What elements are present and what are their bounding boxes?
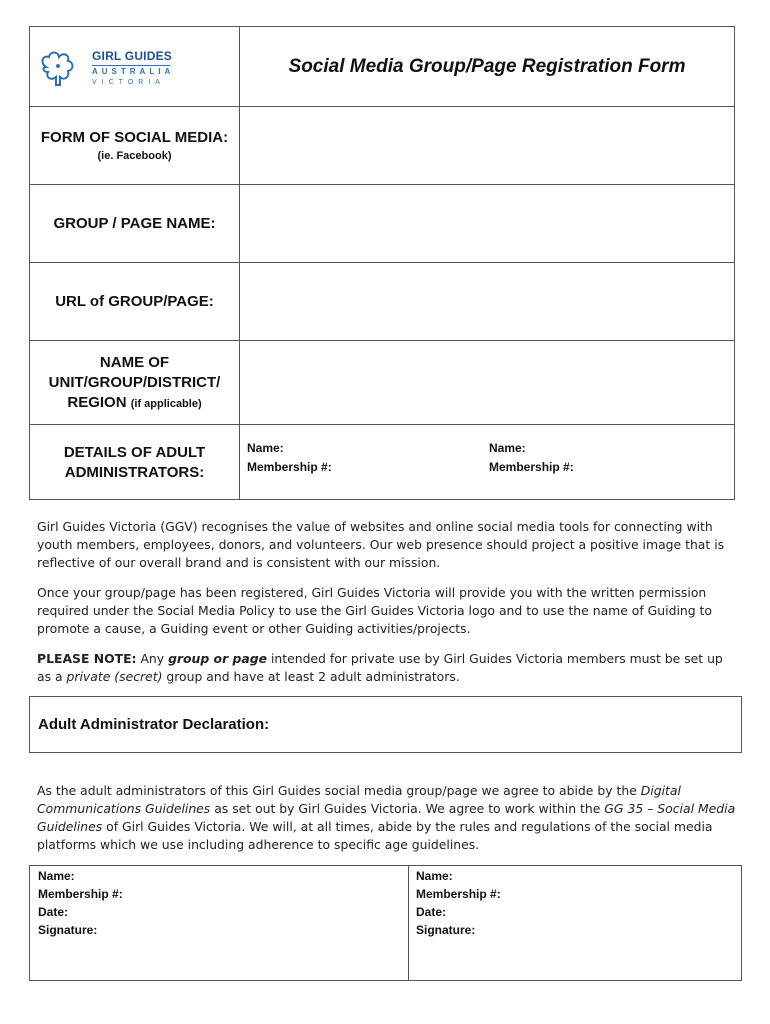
social-media-label-text: FORM OF SOCIAL MEDIA: <box>40 129 229 146</box>
admin1-name-label: Name: <box>247 441 284 455</box>
social-media-field[interactable] <box>240 107 734 185</box>
admin1-fields[interactable] <box>247 439 332 477</box>
signature-block-2[interactable] <box>408 866 741 980</box>
note-paragraph: PLEASE NOTE: Any group or page intended for private use by Girl Guides Victoria members must be set up as a private (secret) group and have at least 2 adult administrators. <box>37 651 723 684</box>
table-column-divider <box>239 27 240 499</box>
gg35-guidelines-ref: GG 35 – Social Media Guidelines <box>37 801 736 834</box>
admins-label <box>30 425 239 501</box>
group-name-field[interactable] <box>240 185 734 263</box>
unit-hint: (if applicable) <box>130 398 202 410</box>
sig2-name-label: Name: <box>416 869 453 883</box>
unit-label-line2: UNIT/GROUP/DISTRICT/ <box>48 374 221 391</box>
social-media-hint: (ie. Facebook) <box>97 150 172 162</box>
sig1-name-label: Name: <box>38 869 75 883</box>
url-row <box>30 262 734 341</box>
declaration-paragraph: As the adult administrators of this Girl Guides social media group/page we agree to abide by the Digital Communications Guidelines as set out by Girl Guides Victoria. We agree to work within the GG 35 – Social Media Guidelines of Girl Guides Victoria. We will, at all times, abide by the rules and regulations of the social media platforms which we use including adherence to specific age guidelines. <box>37 783 736 852</box>
group-name-row <box>30 184 734 263</box>
social-media-label <box>30 107 239 185</box>
declaration-heading: Adult Administrator Declaration: <box>38 716 270 733</box>
permission-paragraph: Once your group/page has been registered, Girl Guides Victoria will provide you with the written permission required under the Social Media Policy to use the Girl Guides Victoria logo and to use the name of Guiding to promote a cause, a Guiding event or other Guiding activities/projects. <box>37 585 712 636</box>
note-label: PLEASE NOTE: <box>37 651 137 666</box>
social-media-row <box>30 106 734 185</box>
signature-block-1[interactable] <box>30 866 408 980</box>
signature-table <box>29 865 742 981</box>
logo-name: GIRL GUIDES <box>92 49 172 63</box>
logo-state: VICTORIA <box>92 79 165 86</box>
unit-label-line3: REGION (if applicable) <box>67 394 202 411</box>
sig1-membership-label: Membership #: <box>38 887 123 901</box>
form-title: Social Media Group/Page Registration Form <box>288 55 686 77</box>
note-emphasis-1: group or page <box>168 651 267 666</box>
girl-guides-logo <box>38 49 238 89</box>
unit-row <box>30 340 734 425</box>
admin2-membership-label: Membership #: <box>489 460 574 474</box>
logo-country: AUSTRALIA <box>92 67 175 76</box>
sig2-signature-label: Signature: <box>416 923 476 937</box>
header-row <box>30 27 734 106</box>
unit-field[interactable] <box>240 341 734 425</box>
intro-paragraph: Girl Guides Victoria (GGV) recognises the value of websites and online social media tools for connecting with youth members, employees, donors, and volunteers. Our web presence should project a positive image that is reflective of our overall brand and is consistent with our mission. <box>37 519 725 570</box>
registration-table <box>29 26 735 500</box>
trefoil-icon <box>38 49 82 89</box>
unit-label <box>30 341 239 425</box>
admins-row <box>30 424 734 501</box>
sig2-membership-label: Membership #: <box>416 887 501 901</box>
admins-label-line1: DETAILS OF ADULT <box>63 444 206 461</box>
admin1-membership-label: Membership #: <box>247 460 332 474</box>
admin2-name-label: Name: <box>489 441 526 455</box>
url-field[interactable] <box>240 263 734 341</box>
admin2-fields[interactable] <box>489 439 574 477</box>
sig1-date-label: Date: <box>38 905 69 919</box>
digital-guidelines-ref: Digital Communications Guidelines <box>37 783 681 816</box>
declaration-heading-box <box>29 696 742 753</box>
note-emphasis-2: private (secret) <box>66 669 163 684</box>
admins-label-line2: ADMINISTRATORS: <box>64 464 205 481</box>
group-name-label: GROUP / PAGE NAME: <box>53 215 216 232</box>
logo-divider <box>92 65 170 66</box>
sig1-signature-label: Signature: <box>38 923 98 937</box>
url-label: URL of GROUP/PAGE: <box>55 293 214 310</box>
unit-label-line1: NAME OF <box>99 354 170 371</box>
sig2-date-label: Date: <box>416 905 447 919</box>
